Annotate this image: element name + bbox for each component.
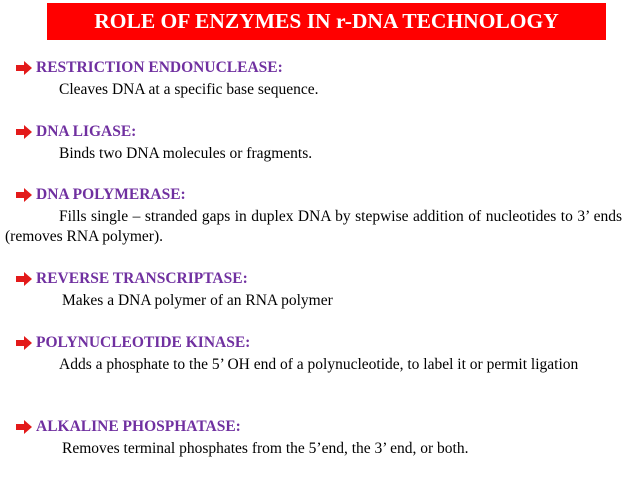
red-arrow-icon	[16, 420, 32, 434]
red-arrow-icon	[16, 336, 32, 350]
enzyme-description: Makes a DNA polymer of an RNA polymer	[62, 292, 333, 309]
enzyme-description: Binds two DNA molecules or fragments.	[59, 145, 313, 162]
slide-title-text: ROLE OF ENZYMES IN r-DNA TECHNOLOGY	[94, 9, 559, 33]
enzyme-heading: REVERSE TRANSCRIPTASE:	[36, 270, 248, 287]
enzyme-description: Fills single – stranded gaps in duplex DNA by stepwise addition of nucleotides to 3’ ends (removes RNA polymer).	[5, 208, 622, 245]
enzyme-description: Cleaves DNA at a specific base sequence.	[59, 81, 319, 98]
red-arrow-icon	[16, 188, 32, 202]
enzyme-heading: ALKALINE PHOSPHATASE:	[36, 418, 241, 435]
red-arrow-icon	[16, 272, 32, 286]
enzyme-description: Adds a phosphate to the 5’ OH end of a polynucleotide, to label it or permit ligation	[59, 356, 579, 373]
enzyme-heading: RESTRICTION ENDONUCLEASE:	[36, 59, 283, 76]
slide-title	[47, 3, 606, 40]
red-arrow-icon	[16, 61, 32, 75]
enzyme-heading: POLYNUCLEOTIDE KINASE:	[36, 334, 251, 351]
red-arrow-icon	[16, 125, 32, 139]
enzyme-heading: DNA POLYMERASE:	[36, 186, 186, 203]
enzyme-description: Removes terminal phosphates from the 5’end, the 3’ end, or both.	[62, 440, 469, 457]
enzyme-heading: DNA LIGASE:	[36, 123, 137, 140]
